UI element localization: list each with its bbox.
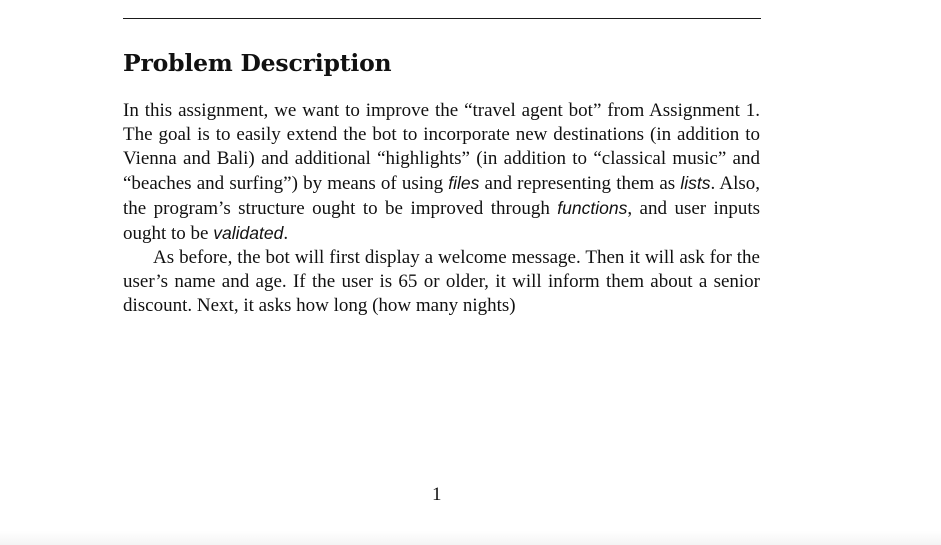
header-rule: [123, 18, 761, 19]
section-heading: Problem Description: [123, 49, 392, 77]
term-functions: functions: [557, 198, 628, 218]
paragraph-1-text-3: . Also, the program’s structure ought to be improved through: [123, 173, 760, 219]
paragraph-1-text-1: In this assignment, we want to improve the “travel agent bot” from Assignment 1. The goal is to easily extend the bot to incorporate new destinations (in addition to Vienna and Bali) and additional “highlights” (in addition to “classical music” and “beaches and surfing”) by means of using: [123, 100, 760, 194]
paragraph-1-text-5: .: [283, 223, 289, 244]
page-number: 1: [432, 484, 442, 505]
paragraph-1-text-4: , and user inputs ought to be: [123, 198, 761, 244]
paragraph-1-text-2: and representing them as: [479, 173, 681, 194]
term-lists: lists: [680, 173, 711, 193]
term-validated: validated: [213, 223, 284, 243]
paragraph-1: [123, 99, 760, 246]
term-files: files: [448, 173, 480, 193]
page-bottom-edge: [0, 531, 941, 545]
paragraph-2: [123, 246, 760, 318]
paragraph-2-text: As before, the bot will first display a welcome message. Then it will ask for the user’s name and age. If the user is 65 or older, it will inform them about a senior discount. Next, it asks how long (how many nights): [123, 247, 760, 316]
body-text: [123, 99, 760, 318]
